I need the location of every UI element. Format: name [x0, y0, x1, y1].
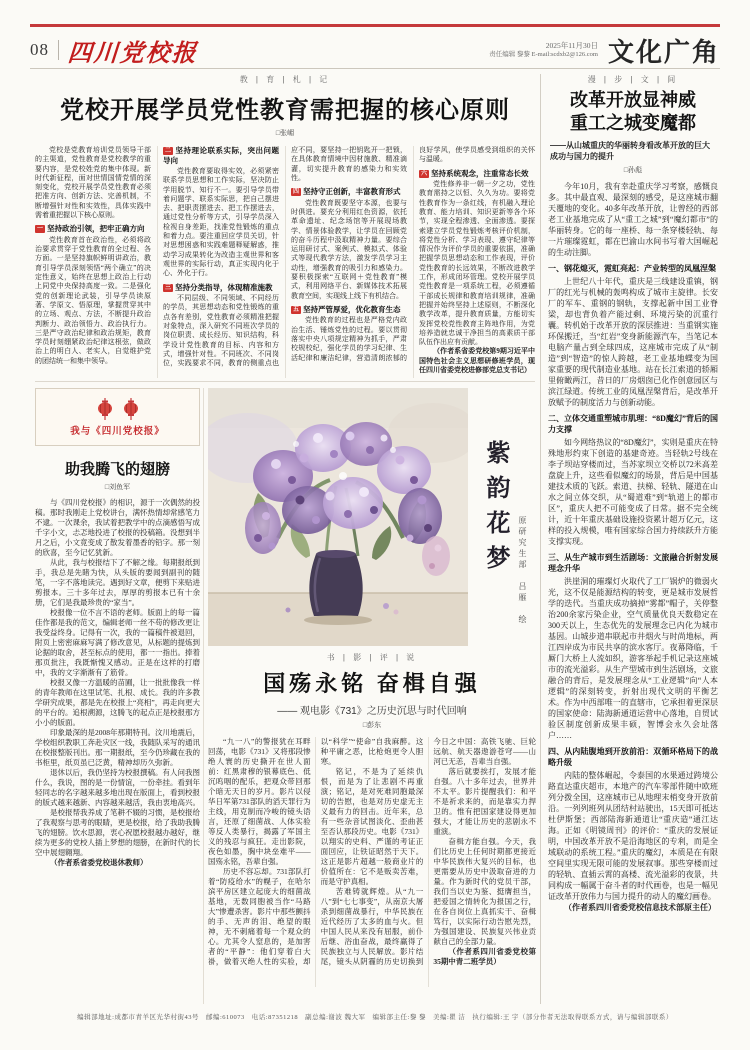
review-article-endnote: （作者系四川省委党校第35期中青二班学员）: [433, 947, 536, 966]
main-subhead-1: [35, 224, 151, 234]
main-article-title: 党校开展学员党性教育需把握的核心原则: [60, 98, 510, 124]
vertical-divider: [203, 388, 204, 1004]
painting-title: 紫韵花梦: [482, 440, 508, 580]
lantern-icon: [97, 398, 113, 420]
subhead-number-badge: 一: [37, 226, 44, 233]
paragraph: 党性教育首在政治性，必须将政治要求贯穿于党性教育的全过程、各方面。一是坚持旗帜鲜明讲政治，教育引导学员深刻领悟“两个确立”的决定性意义，始终在思想上政治上行动上同党中央保持高度一致。二是强化党的创新理论武装，引导学员读原著、学原文、悟原理，掌握贯穿其中的立场、观点、方法，不断提升政治判断力、政治领悟力、政治执行力。三是严守政治纪律和政治规矩，教育学员时刻绷紧政治纪律这根弦，做政治上的明白人、老实人，自觉维护党的团结统一和集中领导。: [35, 235, 151, 365]
paragraph: 今年10月，我有幸赴重庆学习考察，感慨良多。其中最直观、最深刻的感受，是这座城市翻天覆地的变化。40多年改革开放，让曾经的西部老工业基地完成了从“重工之城”到“魔幻都市”的华丽转身。它的每一座桥、每一条穿楼轻轨、每一片璀璨霓虹，都在巴渝山水间书写着大国崛起的生动注脚。: [548, 182, 718, 257]
paragraph: 是校报帮我养成了笔耕不辍的习惯，是校报给了我观察与思考的眼睛，更是校报，给了我助我腾飞的翅膀。饮水思源，衷心祝愿校报越办越好，继续为更多的党校人插上梦想的翅膀，在新时代的长空中展翅翱翔。: [35, 808, 200, 857]
paragraph: 党性修养非一朝一夕之功，党性教育需持之以恒、久久为功。要将党性教育作为一条红线，有机融入理论教育、能力培训、知识更新等各个环节，实现全程渗透、全面渗透。要探索建立学员党性锻炼考核评价机制，将党性分析、学习表现、遵守纪律等情况作为评价学员的重要依据，准确把握学员思想动态和工作表现，评价党性教育的长远效果，不断改进教学工作，形成闭环管理。党校开展学员党性教育是一项系统工程，必须遵循干部成长规律和教育培训规律，准确把握并始终坚持上述原则，不断深化教学改革，提升教育质量，方能切实发挥党校党性教育主阵地作用，为党培养造就忠诚干净担当的高素质干部队伍作出应有贡献。: [419, 180, 535, 347]
paragraph: 苦难铸就辉煌。从“九一八”到“七七事变”，从南京大屠杀到细菌战暴行，中华民族在近代经历了太多的血与火。但中国人民从来没有屈服，前仆后继、浴血奋战，最终赢得了民族独立与人民解放。影片结尾，镜头从阴霾的历史切换到今日之中国：高铁飞驰、巨轮远航、航天器遨游苍穹——山河已无恙，吾辈当自强。: [320, 737, 536, 966]
right-article-byline: □孙彪: [623, 166, 643, 174]
reader-article-byline: □刘鱼军: [104, 483, 131, 491]
main-article-tag: 教 | 育 | 札 | 记: [239, 75, 331, 84]
main-article-byline: □张嵋: [275, 129, 295, 137]
main-subhead-5: [291, 305, 407, 315]
right-article: [548, 74, 718, 1006]
title-line: 重工之城变魔都: [570, 113, 696, 133]
section-title: 文化广角: [607, 36, 720, 67]
subhead-number-badge: 二: [165, 148, 172, 154]
main-subhead-3: [163, 283, 279, 293]
header-meta: [489, 41, 598, 59]
main-article-endnote: （作者系省委党校第9期习近平中国特色社会主义思想研修班学员，现任四川省委党校进修部党总支书记）: [419, 347, 535, 375]
reader-column: [35, 388, 200, 1002]
horizontal-divider: [35, 381, 535, 382]
subhead-number-badge: 五: [293, 306, 300, 313]
header-divider: [58, 40, 59, 60]
paragraph: 党性教育既要坚守本源，也要与时俱进。要充分利用红色资源，依托革命遗址、纪念场馆等开展现场教学、情景体验教学，让学员在回顾党的奋斗历程中汲取精神力量。要综合运用研讨式、案例式、模拟式、体验式等现代教学方法，激发学员学习主动性，增强教育的吸引力和感染力。要积极探索“互联网＋党性教育”模式，利用网络平台、新媒体技术拓展教育空间，实现线上线下有机结合。: [291, 198, 407, 300]
paragraph: 铭记，不是为了延续仇恨，而是为了让悲剧不再重演；铭记，是对死难同胞最深切的告慰，也是对历史虚无主义最有力的回击。近年来，总有一些杂音试图淡化、歪曲甚至否认那段历史。电影《731》以翔实的史料、严谨的考证正面回应，让铁证昭然于天下。这正是影片超越一般商业片的价值所在：它不是贩卖苦难，而是守护真相。: [320, 767, 424, 886]
right-subhead-4: 四、从内陆腹地到开放前沿：双循环格局下的战略升级: [548, 747, 718, 767]
right-subhead-1: 一、钢花熄灭，霓虹亮起：产业转型的凤凰涅槃: [548, 264, 716, 273]
paragraph: 历史不容忘却。731部队打着“防疫给水”的幌子，在哈尔滨平房区建立起庞大的细菌战基地，无数同胞被当作“马路大”惨遭杀害。影片中那些颤抖的手、无声的泪、绝望的眼神，无不刺痛着每一个观众的心。尤其令人窒息的，是加害者的“平静”：他们穿着白大褂，做着灭绝人性的实验，却以“科学”“使命”自我麻醉。这种平庸之恶，比枪炮更令人胆寒。: [208, 737, 424, 966]
painting-caption: [472, 388, 536, 646]
main-article: [35, 74, 535, 378]
right-subhead-2: 二、立体交通重塑城市肌理：“8D魔幻”背后的国力支撑: [548, 414, 718, 434]
subhead-number-badge: 三: [165, 284, 172, 291]
right-article-tag: 漫 | 步 | 文 | 间: [587, 75, 679, 84]
reader-article-endnote: （作者系省委党校退休教师）: [50, 858, 148, 867]
paragraph: 不同层级、不同领域、不同经历的学员，其思想动态和党性锻炼的重点各有差别，党性教育必须精准把握对象特点，深入研究不同班次学员的岗位职责、成长经历、知识结构，科学设计党性教育的目标、内容和方式，增强针对性。不同班次、不同岗位，实践要求不同，教育的侧重点也应不同，要坚持一把钥匙开一把锁，在具体教育情境中因材施教、精准滴灌，切实提升教育的感染力和实效性。: [163, 146, 407, 368]
lantern-icon: [123, 398, 139, 420]
review-article-byline: □彭东: [362, 721, 382, 729]
paragraph: 落后就要挨打，发展才能自强。八十多年过去，世界并不太平。影片提醒我们：和平不是祈求来的，而是靠实力捍卫的。惟有把国家建设得更加强大，才能让历史的悲剧永不重演。: [433, 767, 536, 836]
paragraph: 洪崖洞的璀璨灯火取代了工厂锅炉的微弱火光，这不仅是能源结构的转变，更是城市发展哲学的迭代。当重庆成功摘掉“雾都”帽子，关停整治200余家污染企业，空气质量优良天数稳定在300天以上，生态优先的发展理念已内化为城市基因。山城步道串联起市井烟火与时尚地标，两江四岸成为市民共享的滨水客厅。夜幕降临，千厮门大桥上人流如织，游客举起手机记录这座城市的流光溢彩。从生产型城市到生活剧场，文旅融合的背后，是发展理念从“工业逻辑”向“人本逻辑”的深刻转变，折射出现代文明的平衡艺术。作为中西部唯一的直辖市，它承担着更深层的国家使命：陆海新通道运营中心落地，自贸试验区制度创新成果丰硕，智博会永久会址落户……: [548, 577, 718, 740]
paragraph: “九一八”的警报犹在耳畔回荡，电影《731》又将那段惨绝人寰的历史撕开在世人面前：红黑肃穆的银幕底色、低沉呜咽的配乐，把观众带回那个暗无天日的岁月。影片以侵华日军第731部队的滔天罪行为主线，用克制而冷峻的镜头语言，还原了细菌战、人体实验等反人类暴行，揭露了军国主义的残忍与疯狂。走出影院，夜色如墨，胸中块垒难平——国殇永铭，吾辈自强。: [208, 737, 311, 866]
paragraph: 党性教育的过程也是严格党内政治生活、锤炼党性的过程。要以贯彻落实中央八项规定精神为抓手，严肃校规校纪，强化学员的学习纪律、生活纪律和廉洁纪律，营造清朗浓郁的良好学风，使学员感受到组织的关怀与温暖。: [291, 146, 535, 362]
reader-article-title: 助我腾飞的翅膀: [64, 462, 170, 478]
main-subhead-2: [163, 146, 279, 165]
paragraph: 党校是党教育培训党员领导干部的主渠道，党性教育是党校教学的重要内容，是党校姓党的集中体现。新时代新征程，面对世情国情党情的深刻变化，党校开展学员党性教育必须把准方向、创新方法、完善机制，不断增强针对性和实效性，具体实践中需着重把握以下核心原则。: [35, 146, 151, 220]
title-line: 改革开放显神威: [570, 90, 696, 110]
lantern-ornaments: [97, 398, 139, 420]
paragraph: 党性教育要取得实效，必须紧密联系学员思想和工作实际，坚决防止学用脱节、知行不一。要引导学员带着问题学、联系实际思，把自己摆进去、把职责摆进去、把工作摆进去，通过党性分析等方式，引导学员深入检视自身差距，找准党性锻炼的重点和着力点。要注重回应学员关切，针对思想困惑和实践难题释疑解惑，推动学习成果转化为改造主观世界和客观世界的实际行动，真正实现内化于心、外化于行。: [163, 167, 279, 278]
review-article: [208, 652, 536, 987]
reader-article-body: [35, 498, 200, 1002]
subhead-text: 坚持分类指导，体现精准施教: [175, 282, 273, 292]
review-article-body: [208, 737, 536, 987]
page-number: 08: [30, 40, 49, 59]
paragraph: 与《四川党校报》的相识，源于一次偶然的投稿。那时我刚走上党校讲台，满怀热情却常感笔力不逮。一次课余，我试着把教学中的点滴感悟写成千字小文，忐忑地投进了校报的投稿箱。没想到半月之后，小文竟变成了散发着墨香的铅字。那一刻的欣喜，至今记忆犹新。: [35, 498, 200, 557]
main-article-body: [35, 146, 535, 378]
lilac-painting-illustration: [208, 388, 468, 646]
painting-image: [208, 388, 468, 646]
right-article-endnote: （作者系四川省委党校信息技术部原主任）: [564, 903, 716, 912]
right-article-title: [548, 89, 718, 135]
subhead-text: 坚持政治引领，把牢正确方向: [47, 224, 145, 234]
subhead-text: 坚持系统观念，注重常态长效: [431, 168, 529, 178]
vertical-divider: [540, 74, 541, 1004]
top-red-rule: [30, 24, 720, 27]
right-article-body: [548, 181, 718, 913]
main-subhead-4: [291, 187, 407, 197]
subhead-number-badge: 六: [421, 170, 428, 177]
review-article-title: 国殇永铭 奋楫自强: [263, 671, 481, 696]
review-article-tag: 书 | 影 | 评 | 说: [326, 653, 418, 662]
subhead-text: 坚持理论联系实际，突出问题导向: [163, 146, 279, 165]
right-article-subtitle: ——从山城重庆的华丽转身看改革开放的巨大成功与国力的提升: [550, 141, 710, 161]
paragraph: 校报像一位不言不语的老师。版面上的每一篇佳作都是我的范文，编辑老师一丝不苟的修改更让我受益终身。记得有一次，我的一篇稿件被退回，附页上密密麻麻写满了修改意见，从标题的提炼到论据的取舍，甚至标点的使用，都一一指出。捧着那页批注，我既惭愧又感动。正是在这样的打磨中，我的文字渐渐有了筋骨。: [35, 608, 200, 677]
paragraph: 内陆的整体崛起，令泰国的水果通过跨境公路直达重庆超市，本地产的汽车零部件随中欧班列分拨全国，这座城市已从地理末梢变身开放前沿。一列列班列从团结村站驶出，15天即可抵达杜伊斯堡；西部陆海新通道让“重庆造”通江达海。正如《明镜周刊》的评价：“重庆的发展证明，中国改革开放不是沿海地区的专利，而是全域联动的系统工程。”重庆的魔幻，本质是在有限空间里实现无限可能的发展叙事。那些穿楼而过的轻轨、直插云霄的高楼、流光溢彩的夜景，共同构成一幅属于奋斗者的时代画卷，也是一幅见证改革开放伟力与国力提升的动人的魔幻画卷。: [548, 771, 718, 901]
paragraph: 如今网络热议的“8D魔幻”，实则是重庆在特殊地形约束下创造的基建奇迹。当轻轨2号线在李子坝站穿楼而过，当苏家坝立交桥以72米高差盘旋上升，这些看似魔幻的场景，背后是中国基建技术质的飞跃。索道、扶梯、轻轨、隧道在山水之间立体交织，从“蜀道难”到“轨道上的都市区”，重庆人把不可能变成了日常。据不完全统计，近十年重庆基础设施投资累计超万亿元，这样的投入规模，唯有国家综合国力持续跃升方能支撑实现。: [548, 438, 718, 546]
paragraph: 印象最深的是2008年那期特刊。汶川地震后，学校组织教职工奔赴灾区一线，我随队采写的通讯在校报整版刊出。那一期报纸，至今仍珍藏在我的书柜里，纸页虽已泛黄，精神却历久弥新。: [35, 728, 200, 767]
reader-column-header-card: [35, 388, 200, 446]
subhead-text: 坚持严管厚爱，优化教育生态: [303, 304, 401, 314]
page-header: [30, 34, 720, 66]
right-subhead-3: 三、从生产城市到生活剧场：文旅融合折射发展理念升华: [548, 553, 718, 573]
main-subhead-6: [419, 169, 535, 179]
editor-line: 责任编辑 黎黎 E-mail:scdxb2@126.com: [489, 51, 598, 58]
issue-date: 2025年11月30日: [545, 41, 598, 50]
header-hairline: [30, 68, 720, 69]
paragraph: 从此，我与校报结下了不解之缘。每期报纸到手，我总是先睹为快，从头版的要闻到副刊的随笔，一字不落地读完。遇到好文章，便剪下来贴进剪报本。三十多年过去，厚厚的剪报本已有十余册，它们是我最珍贵的“家当”。: [35, 558, 200, 607]
reader-column-series-title: 我与《四川党校报》: [70, 426, 165, 437]
subhead-number-badge: 四: [293, 189, 300, 196]
paragraph: 上世纪八十年代，重庆是三线建设重镇，钢厂的红光与机械的轰鸣构成了城市主旋律。长安厂的军车、重钢的钢轨，支撑起新中国工业脊梁，却也背负着产能过剩、环境污染的沉重行囊。转机始于改革开放的深层推进：当重钢实施环保搬迁，当“红岩”变身新能源汽车，当笔记本电脑产量占到全球四成，这座城市完成了从“制造”到“智造”的惊人跨越，老工业基地蝶变为国家重要的现代制造业基地。站在长江索道的轿厢里俯瞰两江，昔日的厂房烟囱已化作创意园区与滨江绿道。传统工业的凤凰涅槃背后，是改革开放赋予的制度活力与创新动能。: [548, 277, 718, 407]
subhead-text: 坚持守正创新，丰富教育形式: [303, 187, 401, 197]
masthead-logo: 四川党校报: [66, 40, 199, 67]
imprint-footer: 编辑部地址:成都市青羊区光华村街43号 邮编:610073 电话:87351218 副总编:谢波 魏大军 编辑部主任:黎 黎 美编:瞿 洁 执行编辑:王 宇（部分作者无法取得联系方式，请与编辑部联系）: [77, 1014, 673, 1021]
paragraph: 退休以后，我仍坚持为校报撰稿。有人问我图什么，我说，图的是一份情谊，一份牵挂。看到年轻同志的名字越来越多地出现在版面上，看到校报的版式越来越新、内容越来越活，我由衷地高兴。: [35, 768, 200, 807]
paragraph: 校报又像一方温暖的苗圃，让一批批像我一样的青年教师在这里试笔、扎根、成长。我的许多教学研究成果，都是先在校报上“亮相”，再走向更大的平台的。追根溯源，这腾飞的起点正是校报那方小小的版面。: [35, 678, 200, 727]
painting-credit: 原研究生部 吕雁 绘: [518, 516, 527, 626]
review-article-subtitle: —— 观电影《731》之历史沉思与时代回响: [277, 706, 467, 717]
paragraph: 奋楫方能自强。今天，我们比历史上任何时期都更接近中华民族伟大复兴的目标，也更需要从历史中汲取奋进的力量。作为新时代的党员干部，我们当以史为鉴、挺膺担当，把爱国之情转化为报国之行，在各自岗位上真抓实干、奋楫笃行，以实际行动告慰先烈，为强国建设、民族复兴伟业贡献自己的全部力量。: [433, 837, 536, 946]
